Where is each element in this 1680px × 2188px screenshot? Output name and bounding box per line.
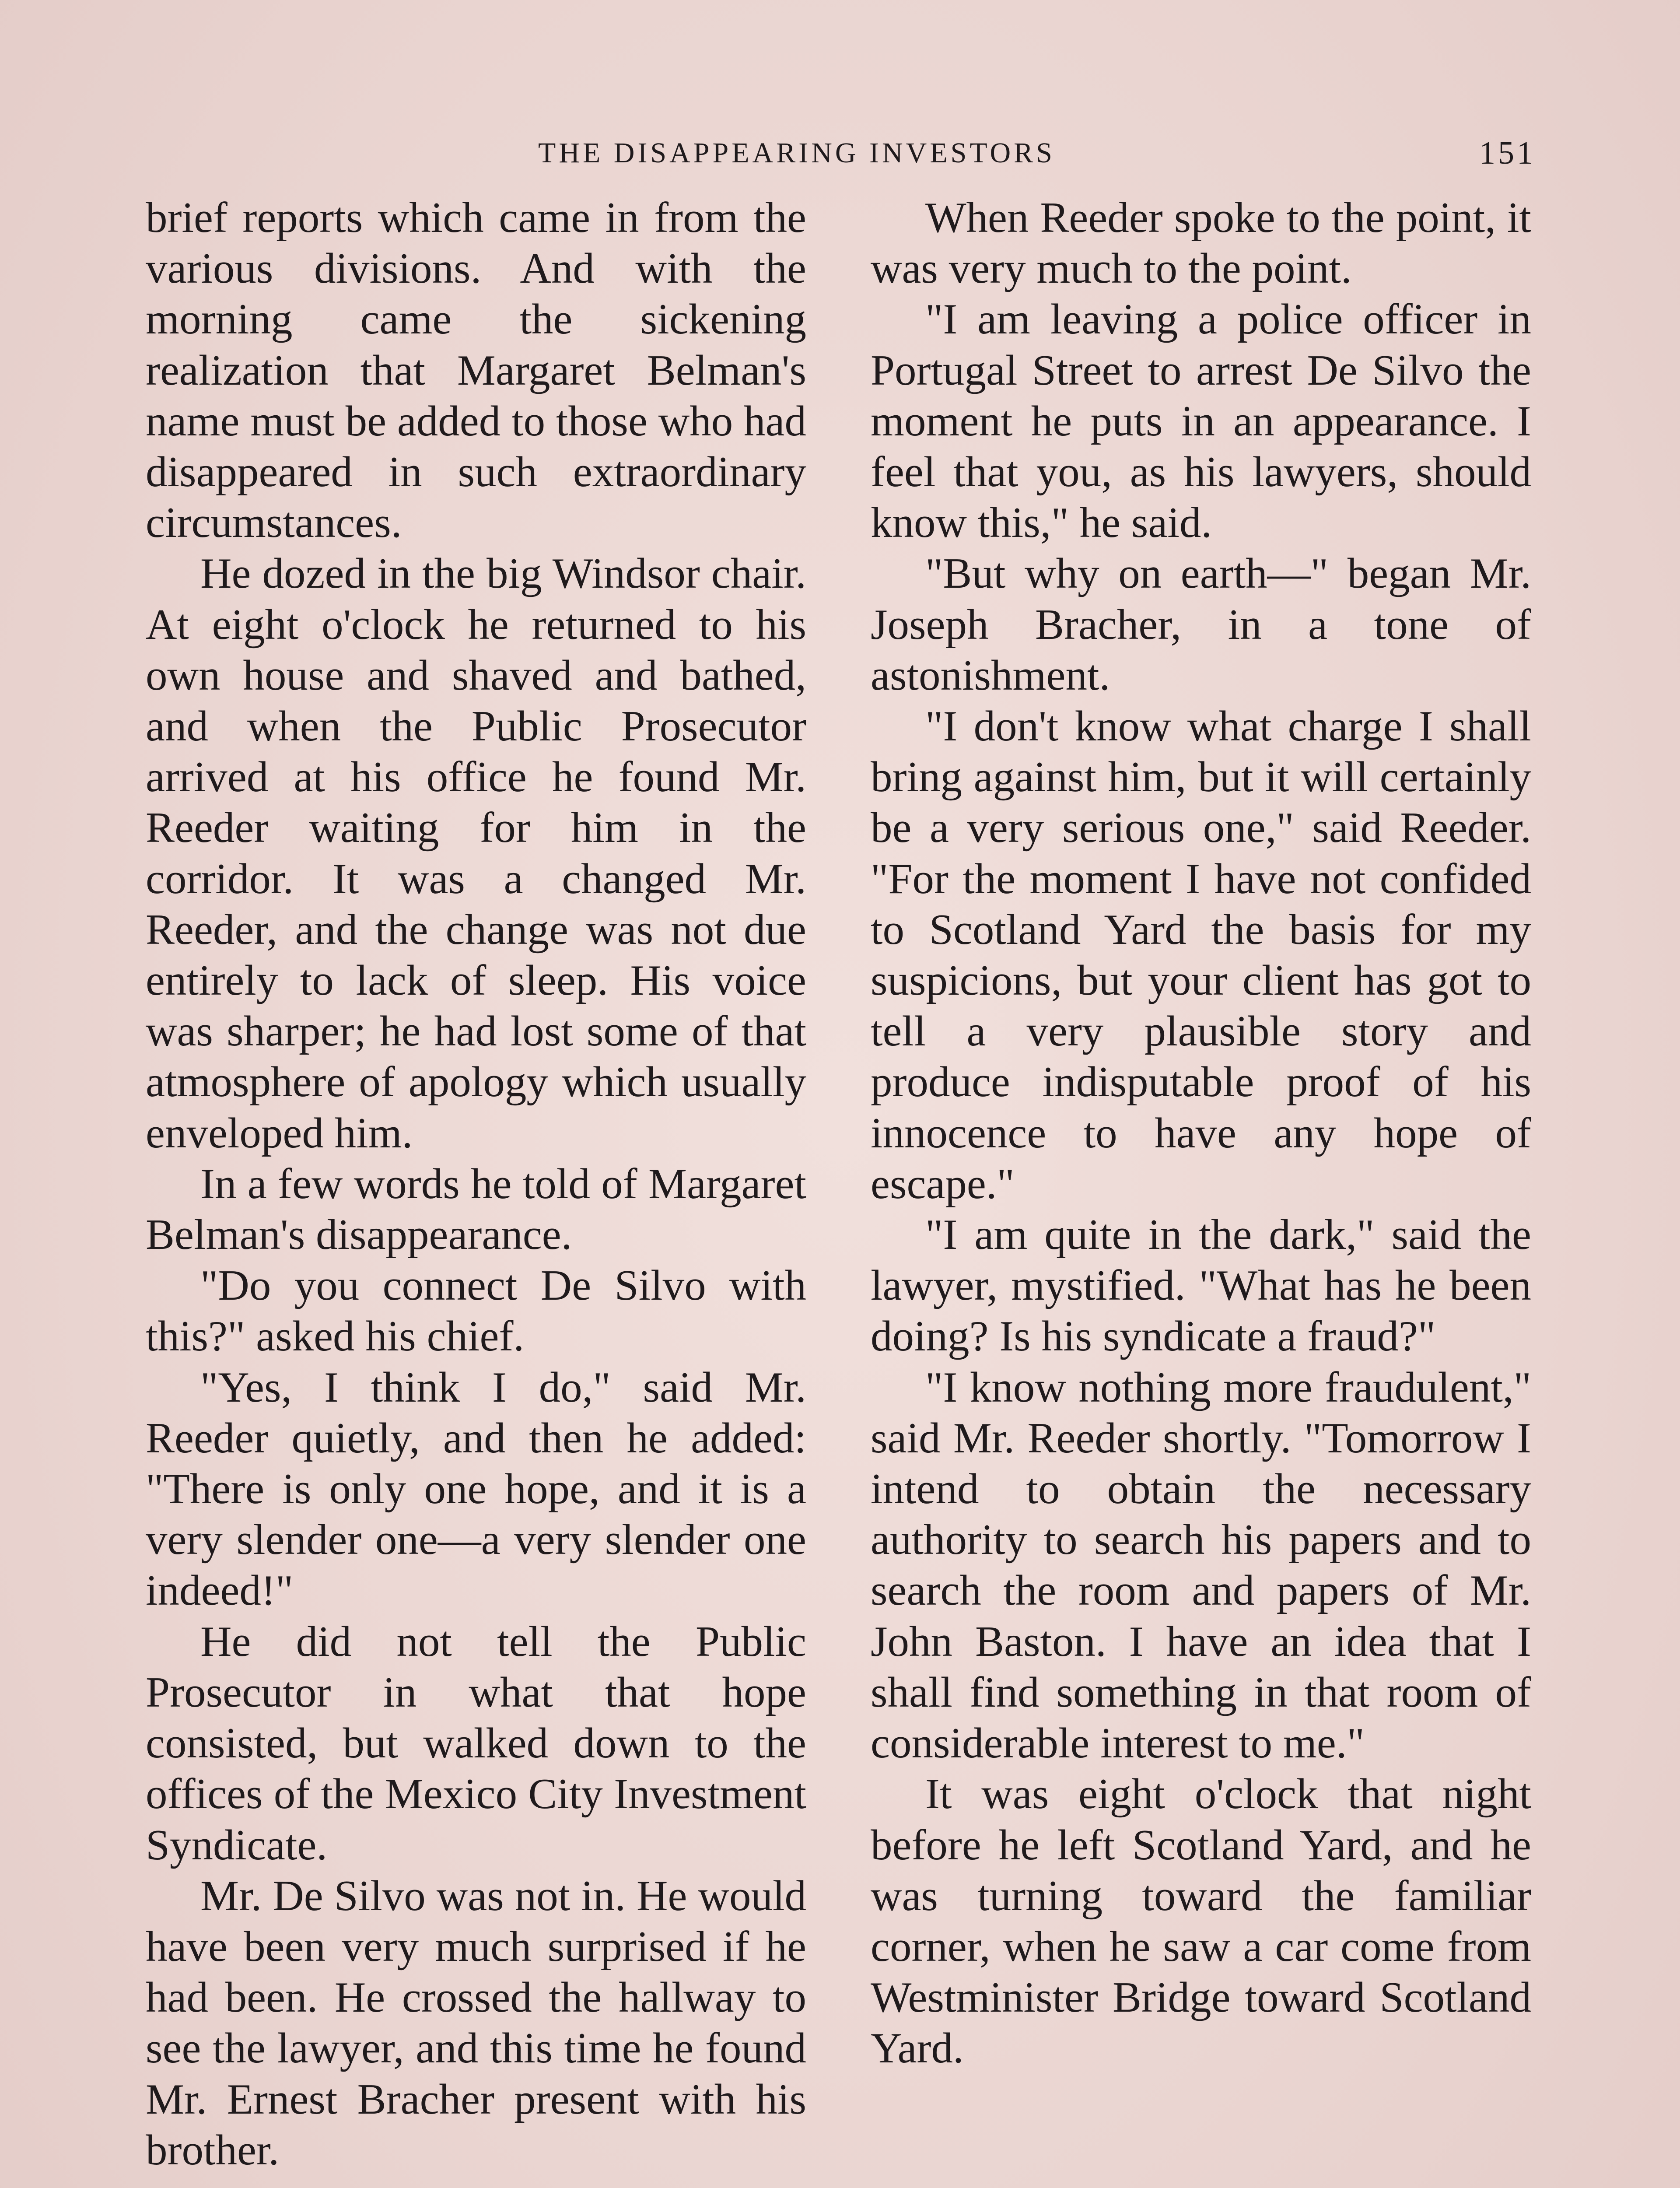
paragraph: "But why on earth—" began Mr. Joseph Bracher, in a tone of astonishment.: [871, 550, 1531, 699]
paragraph: "I am quite in the dark," said the lawyer, mystified. "What has he been doing? Is his syndicate a fraud?": [871, 1211, 1531, 1360]
paragraph: "I know nothing more fraudulent," said Mr. Reeder shortly. "Tomorrow I intend to obtain the necessary authority to search his papers and to search the room and papers of Mr. John Baston. I have an idea that I shall find something in that room of considerable interest to me.": [871, 1363, 1531, 1767]
paragraph: When Reeder spoke to the point, it was very much to the point.: [871, 194, 1531, 293]
page-number: 151: [1479, 135, 1536, 171]
paragraph: "I don't know what charge I shall bring against him, but it will certainly be a very serious one," said Reeder. "For the moment I have not confided to Scotland Yard the basis for my suspicions, but your client has got to tell a very plausible story and produce indisputable proof of his innocence to have any hope of escape.": [871, 702, 1531, 1208]
paragraph: brief reports which came in from the various divisions. And with the morning came the sickening realization that Margaret Belman's name must be added to those who had disappeared in such extraordinary circumstances.: [146, 194, 806, 547]
left-column: [146, 193, 806, 2176]
paragraph: It was eight o'clock that night before he left Scotland Yard, and he was turning toward the familiar corner, when he saw a car come from Westminister Bridge toward Scotland Yard.: [871, 1770, 1531, 2072]
running-title: THE DISAPPEARING INVESTORS: [538, 137, 1055, 169]
paragraph: "Do you connect De Silvo with this?" asked his chief.: [146, 1262, 806, 1360]
paragraph: "Yes, I think I do," said Mr. Reeder quietly, and then he added: "There is only one hope, and it is a very slender one—a very slender one indeed!": [146, 1363, 806, 1615]
right-column: [871, 193, 1531, 2074]
paragraph: Mr. De Silvo was not in. He would have been very much surprised if he had been. He crossed the hallway to see the lawyer, and this time he found Mr. Ernest Bracher present with his brother.: [146, 1872, 806, 2174]
paragraph: He dozed in the big Windsor chair. At eight o'clock he returned to his own house and shaved and bathed, and when the Public Prosecutor arrived at his office he found Mr. Reeder waiting for him in the corridor. It was a changed Mr. Reeder, and the change was not due entirely to lack of sleep. His voice was sharper; he had lost some of that atmosphere of apology which usually enveloped him.: [146, 550, 806, 1157]
paragraph: In a few words he told of Margaret Belman's disappearance.: [146, 1160, 806, 1259]
page-header: [144, 131, 1536, 175]
paragraph: He did not tell the Public Prosecutor in what that hope consisted, but walked down to the offices of the Mexico City Investment Syndicate.: [146, 1617, 806, 1869]
paragraph: "I am leaving a police officer in Portugal Street to arrest De Silvo the moment he puts in an appearance. I feel that you, as his lawyers, should know this," he said.: [871, 295, 1531, 547]
